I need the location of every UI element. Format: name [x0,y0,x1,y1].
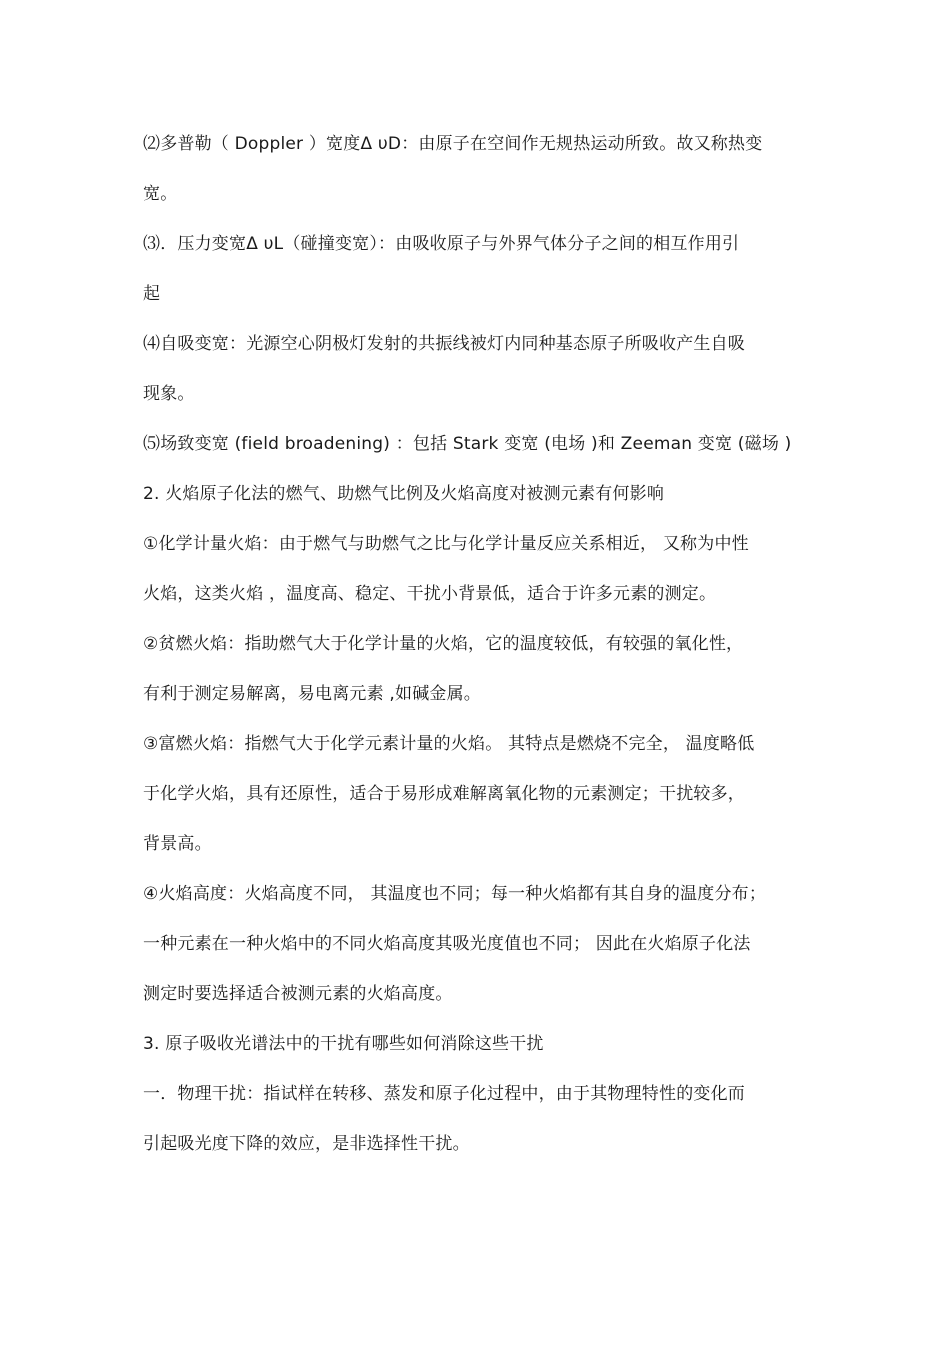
text-line-pressure-continued: 起 [143,284,161,304]
text-line-doppler-broadening: ⑵多普勒（ Doppler ）宽度Δ υD：由原子在空间作无规热运动所致。故又称热变 [143,134,763,154]
text-line-flame-height-end: 测定时要选择适合被测元素的火焰高度。 [143,984,453,1004]
text-line-lean-flame: ②贫燃火焰：指助燃气大于化学计量的火焰，它的温度较低，有较强的氧化性， [143,634,744,654]
text-line-self-absorption-continued: 现象。 [143,384,195,404]
text-line-field-broadening: ⑸场致变宽 (field broadening) ：包括 Stark 变宽 (电场 )和 Zeeman 变宽 (磁场 ) [143,434,792,454]
section-heading-flame-ratio: 2. 火焰原子化法的燃气、助燃气比例及火焰高度对被测元素有何影响 [143,484,665,504]
text-line-physical-interference: 一．物理干扰：指试样在转移、蒸发和原子化过程中，由于其物理特性的变化而 [143,1084,745,1104]
text-line-flame-height-continued: 一种元素在一种火焰中的不同火焰高度其吸光度值也不同； 因此在火焰原子化法 [143,934,751,954]
text-line-doppler-continued: 宽。 [143,184,178,204]
text-line-rich-flame-continued: 于化学火焰，具有还原性，适合于易形成难解离氧化物的元素测定；干扰较多， [143,784,745,804]
text-line-physical-interference-continued: 引起吸光度下降的效应，是非选择性干扰。 [143,1134,470,1154]
text-line-rich-flame: ③富燃火焰：指燃气大于化学元素计量的火焰。 其特点是燃烧不完全， 温度略低 [143,734,755,754]
text-line-flame-height: ④火焰高度：火焰高度不同， 其温度也不同；每一种火焰都有其自身的温度分布； [143,884,767,904]
text-line-rich-flame-end: 背景高。 [143,834,212,854]
text-line-pressure-broadening: ⑶．压力变宽Δ υL（碰撞变宽）：由吸收原子与外界气体分子之间的相互作用引 [143,234,740,254]
section-heading-interference: 3. 原子吸收光谱法中的干扰有哪些如何消除这些干扰 [143,1034,544,1054]
text-line-stoichiometric-continued: 火焰，这类火焰 ，温度高、稳定、干扰小背景低，适合于许多元素的测定。 [143,584,717,604]
text-line-stoichiometric-flame: ①化学计量火焰：由于燃气与助燃气之比与化学计量反应关系相近， 又称为中性 [143,534,749,554]
text-line-lean-flame-continued: 有利于测定易解离，易电离元素 ,如碱金属。 [143,684,482,704]
text-line-self-absorption: ⑷自吸变宽：光源空心阴极灯发射的共振线被灯内同种基态原子所吸收产生自吸 [143,334,745,354]
